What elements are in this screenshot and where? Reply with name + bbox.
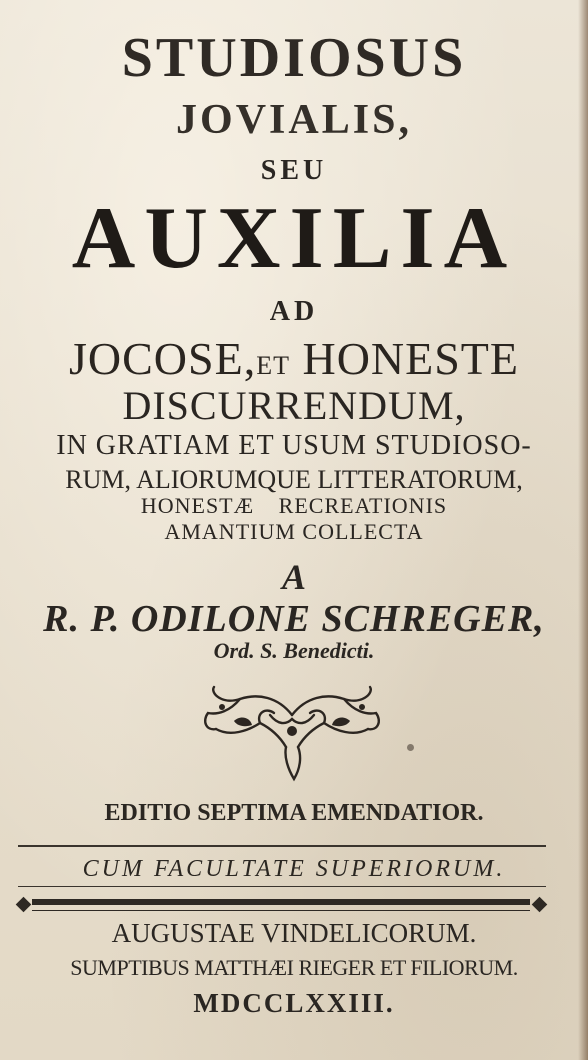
imprint-place: AUGUSTAE VINDELICORUM.	[111, 918, 477, 948]
title-line-seu: SEU	[260, 155, 328, 186]
divider-rule-top	[18, 845, 546, 847]
title-line-jocose-honeste	[0, 332, 588, 385]
author-preposition: A	[281, 557, 306, 597]
title-line-discurrendum: DISCURRENDUM,	[122, 383, 466, 428]
divider-rule-heavy	[32, 899, 530, 905]
rule-end-ornament-left-icon	[16, 897, 32, 913]
rule-end-ornament-right-icon	[532, 897, 548, 913]
author-name: R. P. ODILONE SCHREGER,	[43, 598, 545, 640]
subtitle-line-4: AMANTIUM COLLECTA	[164, 519, 424, 544]
subtitle-line-3: HONESTÆ RECREATIONIS	[140, 493, 448, 518]
author-order: Ord. S. Benedicti.	[213, 638, 375, 663]
word-et: ET	[256, 351, 290, 380]
rococo-ornament-icon	[200, 685, 385, 785]
permission-statement: CUM FACULTATE SUPERIORUM.	[82, 856, 506, 882]
divider-rule-thin	[32, 910, 530, 911]
ink-spot	[407, 744, 414, 751]
word-jocose: JOCOSE,	[68, 333, 257, 384]
edition-statement: EDITIO SEPTIMA EMENDATIOR.	[104, 800, 484, 826]
divider-rule-middle	[18, 886, 546, 887]
imprint-year: MDCCLXXIII.	[193, 988, 395, 1018]
word-honeste: HONESTE	[302, 333, 520, 384]
title-line-jovialis: JOVIALIS,	[176, 97, 412, 143]
title-line-studiosus: STUDIOSUS	[121, 27, 467, 89]
imprint-publisher: SUMPTIBUS MATTHÆI RIEGER ET FILIORUM.	[70, 955, 518, 980]
title-line-auxilia: AUXILIA	[71, 190, 517, 287]
subtitle-line-2: RUM, ALIORUMQUE LITTERATORUM,	[65, 465, 523, 494]
title-line-ad: AD	[269, 296, 319, 327]
subtitle-line-1: IN GRATIAM ET USUM STUDIOSO-	[56, 430, 532, 461]
